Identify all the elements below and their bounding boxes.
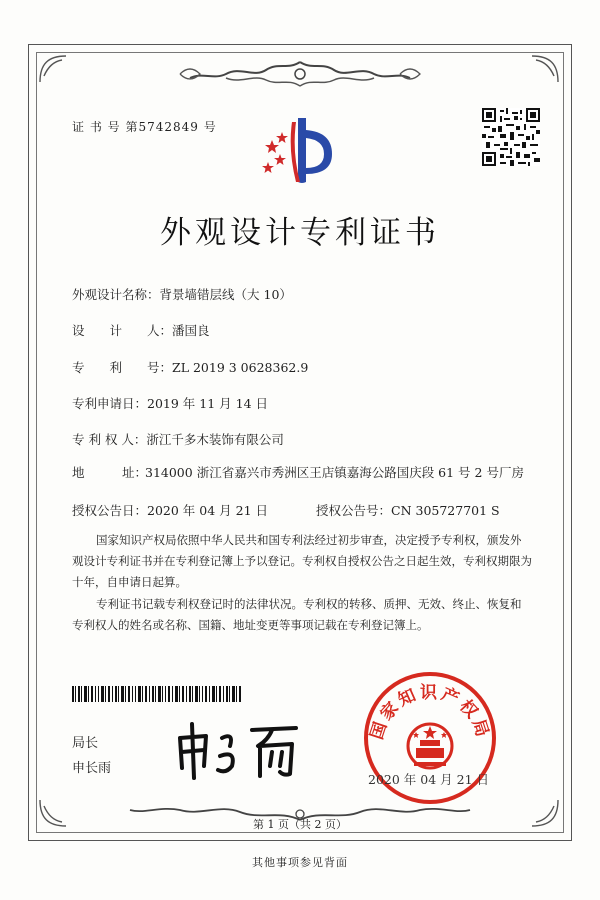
patentee-label: 专 利 权 人：: [72, 432, 147, 447]
patent-no-value: ZL 2019 3 0628362.9: [172, 360, 309, 375]
grant-date-row: [72, 501, 268, 519]
certificate-number: 证 书 号 第5742849 号: [72, 120, 217, 134]
grant-no-value: CN 305727701 S: [391, 503, 500, 518]
barcode: [72, 686, 242, 702]
patent-no-row: [72, 358, 308, 376]
director-signature: [172, 716, 312, 786]
patent-office-logo: [258, 110, 348, 190]
design-name-value: 背景墙错层线（大 10）: [159, 287, 292, 302]
grant-date-value: 2020 年 04 月 21 日: [147, 503, 269, 518]
address-value: 314000 浙江省嘉兴市秀洲区王店镇嘉海公路国庆段 61 号 2 号厂房: [145, 465, 524, 480]
director-name: 申长雨: [72, 761, 112, 776]
patentee-value: 浙江千多木装饰有限公司: [146, 432, 284, 447]
designer-label: 设 计 人：: [72, 323, 173, 338]
director-title: 局长: [72, 736, 99, 751]
designer-row: [72, 321, 210, 339]
footer-note: 其他事项参见背面: [252, 856, 348, 869]
page-number: 第 1 页（共 2 页）: [253, 818, 347, 831]
filing-date-row: [72, 394, 268, 412]
seal-text: 国家知识产权局: [367, 683, 493, 743]
design-name-label: 外观设计名称：: [72, 287, 160, 302]
grant-no-label: 授权公告号：: [316, 503, 392, 518]
grant-date-label: 授权公告日：: [72, 503, 148, 518]
designer-value: 潘国良: [172, 323, 210, 338]
corner-ornament-tr: [530, 54, 560, 84]
patent-no-label: 专 利 号：: [72, 360, 173, 375]
legal-status-paragraph: 专利证书记载专利权登记时的法律状况。专利权的转移、质押、无效、终止、恢复和专利权人的姓名或名称、国籍、地址变更等事项记载在专利登记簿上。: [72, 597, 522, 632]
address-label: 地 址：: [72, 465, 148, 480]
grant-no-row: [316, 501, 500, 519]
seal-date: 2020 年 04 月 21 日: [368, 772, 489, 787]
filing-date-value: 2019 年 11 月 14 日: [147, 396, 269, 411]
corner-ornament-tl: [38, 54, 68, 84]
qr-code: [482, 108, 540, 166]
filing-date-label: 专利申请日：: [72, 396, 148, 411]
document-title: 外观设计专利证书: [160, 215, 440, 251]
patentee-row: [72, 430, 284, 448]
national-emblem-icon: [408, 724, 452, 768]
grant-statement-paragraph: 国家知识产权局依照中华人民共和国专利法经过初步审查，决定授予专利权，颁发外观设计专利证书并在专利登记簿上予以登记。专利权自授权公告之日起生效，专利权期限为十年，自申请日起算。: [72, 533, 532, 589]
top-ornament: [160, 58, 440, 90]
design-name-row: [72, 285, 292, 303]
